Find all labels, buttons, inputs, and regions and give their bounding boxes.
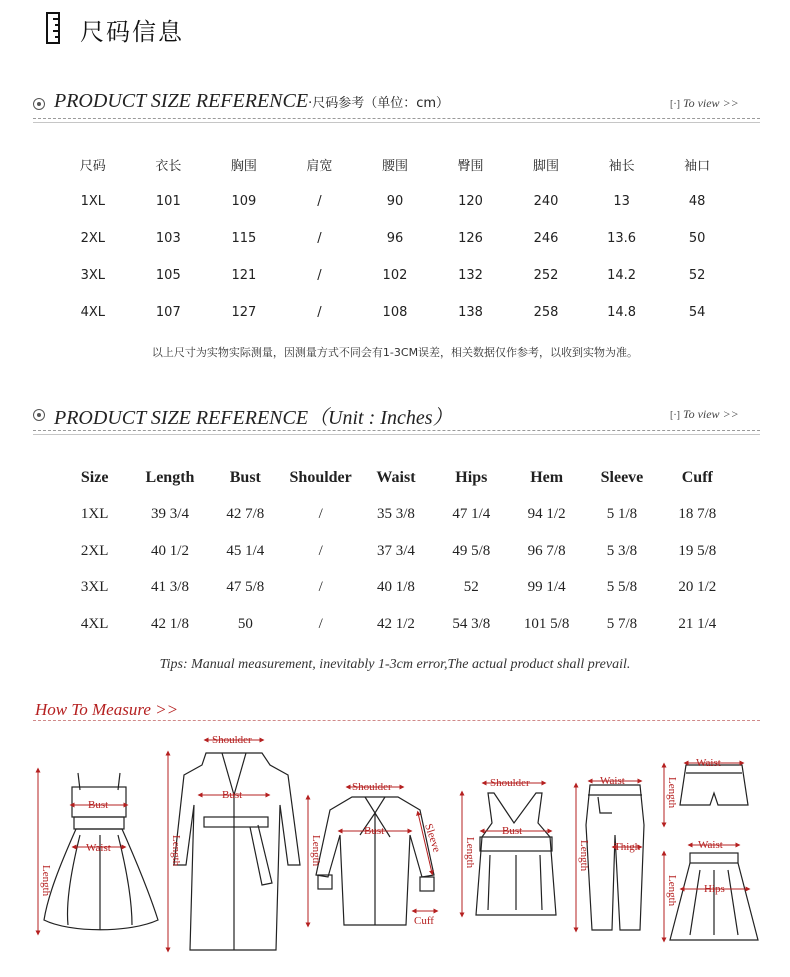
- length-label: Length: [170, 835, 182, 867]
- table-cell: 52: [463, 579, 479, 596]
- table-cell: 54: [688, 305, 706, 320]
- length-label: Length: [464, 837, 476, 869]
- table-cell: /: [318, 506, 323, 523]
- table-cell: 3XL: [80, 579, 109, 596]
- table-cell: 5 1/8: [606, 506, 638, 523]
- table-cell: 13.6: [607, 231, 637, 246]
- measure-diagrams: [0, 725, 790, 977]
- table-header-row: [57, 460, 735, 497]
- table-cell: 5 3/8: [606, 542, 638, 559]
- inch-section-divider-solid: [33, 434, 760, 435]
- inch-to-view-label: To view >>: [683, 407, 739, 421]
- table-cell: 35 3/8: [377, 506, 415, 523]
- table-cell: /: [317, 305, 322, 320]
- table-cell: 2XL: [80, 542, 109, 559]
- table-cell: 107: [155, 305, 181, 320]
- table-cell: 2XL: [80, 231, 105, 246]
- table-cell: 42 1/2: [377, 615, 415, 632]
- blouse-illustration: [316, 797, 434, 925]
- column-header: Bust: [229, 469, 261, 487]
- cuff-label: Cuff: [414, 915, 434, 927]
- table-cell: 94 1/2: [527, 506, 566, 523]
- column-header: 胸围: [230, 159, 257, 174]
- table-cell: 127: [231, 305, 257, 320]
- page-header: [0, 0, 790, 60]
- table-cell: 37 3/4: [377, 542, 415, 559]
- shoulder-label: Shoulder: [212, 734, 252, 746]
- table-cell: 109: [231, 194, 257, 209]
- table-cell: 102: [382, 268, 408, 283]
- table-cell: /: [318, 579, 323, 596]
- table-cell: 13: [613, 194, 630, 209]
- table-cell: 96: [386, 231, 404, 246]
- bust-label: Bust: [364, 825, 385, 837]
- table-cell: 258: [533, 305, 559, 320]
- length-label: Length: [310, 835, 322, 867]
- shoulder-label: Shoulder: [490, 777, 530, 789]
- table-cell: /: [317, 194, 322, 209]
- table-row: [55, 183, 735, 220]
- expand-icon: [·]: [670, 410, 680, 421]
- table-cell: 138: [458, 305, 483, 320]
- thigh-label: Thigh: [614, 841, 641, 853]
- length-label: Length: [666, 777, 678, 809]
- table-cell: 45 1/4: [226, 542, 265, 559]
- waist-label: Waist: [698, 839, 723, 851]
- waist-label: Waist: [600, 775, 625, 787]
- column-header: Cuff: [681, 469, 713, 487]
- bust-label: Bust: [222, 789, 243, 801]
- column-header: Size: [80, 469, 109, 487]
- ruler-icon: [46, 12, 60, 44]
- table-row: [57, 497, 735, 534]
- table-cell: 108: [382, 305, 408, 320]
- table-row: [55, 294, 735, 331]
- inch-tip: Tips: Manual measurement, inevitably 1-3cm error,The actual product shall prevail.: [159, 657, 631, 672]
- table-cell: /: [318, 615, 323, 632]
- bust-label: Bust: [88, 799, 109, 811]
- table-cell: 50: [237, 615, 253, 632]
- table-cell: 41 3/8: [151, 579, 189, 596]
- table-cell: 42 1/8: [151, 615, 189, 632]
- column-header: Waist: [376, 469, 416, 487]
- table-row: [55, 220, 735, 257]
- table-header-row: [55, 146, 735, 183]
- camisole-illustration: [476, 793, 556, 915]
- column-header: 衣长: [155, 159, 182, 174]
- table-cell: 18 7/8: [678, 506, 717, 523]
- cm-to-view-label: To view >>: [683, 96, 739, 110]
- inch-section-divider: [33, 430, 760, 431]
- table-cell: 5 5/8: [606, 579, 638, 596]
- column-header: Shoulder: [289, 469, 352, 487]
- table-cell: 14.2: [607, 268, 637, 283]
- table-cell: 121: [231, 268, 257, 283]
- table-cell: 105: [155, 268, 181, 283]
- table-cell: 52: [688, 268, 706, 283]
- cm-section-title-text: PRODUCT SIZE REFERENCE: [54, 90, 309, 112]
- length-label: Length: [666, 875, 678, 907]
- table-cell: 54 3/8: [452, 615, 491, 632]
- table-cell: 90: [386, 194, 404, 209]
- table-cell: 42 7/8: [226, 506, 265, 523]
- cm-section-divider-solid: [33, 122, 760, 123]
- table-cell: 115: [231, 231, 257, 246]
- table-cell: /: [317, 268, 322, 283]
- column-header: Hips: [455, 469, 488, 487]
- cm-section-title: [54, 90, 449, 113]
- table-row: [55, 257, 735, 294]
- column-header: Hem: [530, 469, 564, 487]
- column-header: 臀围: [457, 159, 484, 174]
- table-cell: 120: [458, 194, 483, 209]
- table-cell: 5 7/8: [606, 615, 638, 632]
- circle-dot-icon: [33, 409, 45, 421]
- skirt-illustration: [670, 853, 758, 940]
- table-cell: 132: [458, 268, 483, 283]
- measure-divider: [33, 720, 760, 721]
- table-cell: 101 5/8: [523, 615, 570, 632]
- shorts-illustration: [680, 765, 748, 805]
- table-cell: 99 1/4: [527, 579, 566, 596]
- hips-label: Hips: [704, 883, 725, 895]
- waist-label: Waist: [696, 757, 721, 769]
- how-to-measure-title: How To Measure >>: [35, 700, 179, 719]
- table-cell: 48: [688, 194, 706, 209]
- table-cell: 39 3/4: [151, 506, 189, 523]
- length-label: Length: [40, 865, 52, 897]
- column-header: Length: [145, 469, 195, 487]
- column-header: 尺码: [79, 159, 106, 174]
- table-cell: 19 5/8: [678, 542, 717, 559]
- table-cell: 50: [688, 231, 706, 246]
- length-label: Length: [578, 840, 590, 872]
- page-title: 尺码信息: [80, 18, 184, 46]
- table-cell: 103: [155, 231, 181, 246]
- coat-illustration: [174, 753, 300, 950]
- table-cell: 4XL: [80, 615, 109, 632]
- table-cell: 49 5/8: [452, 542, 491, 559]
- table-cell: 47 1/4: [452, 506, 491, 523]
- table-cell: 21 1/4: [678, 615, 717, 632]
- table-row: [57, 570, 735, 607]
- table-row: [57, 606, 735, 643]
- table-cell: 96 7/8: [527, 542, 566, 559]
- cm-to-view-link[interactable]: [670, 96, 739, 111]
- table-cell: 14.8: [607, 305, 637, 320]
- column-header: 肩宽: [306, 159, 333, 174]
- cm-section-divider: [33, 118, 760, 119]
- table-cell: 1XL: [80, 194, 105, 209]
- table-cell: 101: [155, 194, 181, 209]
- table-cell: 3XL: [80, 268, 105, 283]
- table-cell: /: [317, 231, 322, 246]
- cm-note: 以上尺寸为实物实际测量，因测量方式不同会有1-3CM误差，相关数据仅作参考，以收到实物为准。: [151, 346, 639, 359]
- table-cell: 20 1/2: [678, 579, 717, 596]
- cm-section-unit: ·尺码参考（单位：cm）: [308, 96, 450, 111]
- inch-section-title: [54, 401, 452, 430]
- inch-section-unit: （Unit : Inches）: [308, 407, 453, 429]
- column-header: 袖长: [608, 159, 635, 174]
- table-cell: 40 1/2: [151, 542, 189, 559]
- bust-label: Bust: [502, 825, 523, 837]
- column-header: 袖口: [684, 159, 711, 174]
- pants-illustration: [586, 785, 644, 930]
- expand-icon: [·]: [670, 99, 680, 110]
- table-cell: 4XL: [80, 305, 105, 320]
- table-cell: 40 1/8: [377, 579, 415, 596]
- inch-to-view-link[interactable]: [670, 407, 739, 422]
- inch-section-title-text: PRODUCT SIZE REFERENCE: [54, 407, 309, 429]
- table-cell: 126: [458, 231, 483, 246]
- sleeve-label: Sleeve: [422, 822, 443, 854]
- shoulder-label: Shoulder: [352, 781, 392, 793]
- table-cell: 252: [533, 268, 559, 283]
- table-cell: 240: [533, 194, 559, 209]
- table-row: [57, 533, 735, 570]
- table-cell: /: [318, 542, 323, 559]
- waist-label: Waist: [86, 842, 111, 854]
- inch-size-table: [57, 460, 735, 643]
- column-header: 脚围: [533, 159, 560, 174]
- circle-dot-icon: [33, 98, 45, 110]
- column-header: Sleeve: [600, 469, 644, 487]
- column-header: 腰围: [381, 159, 408, 174]
- table-cell: 246: [533, 231, 559, 246]
- table-cell: 47 5/8: [226, 579, 265, 596]
- cm-size-table: [55, 146, 735, 331]
- table-cell: 1XL: [80, 506, 109, 523]
